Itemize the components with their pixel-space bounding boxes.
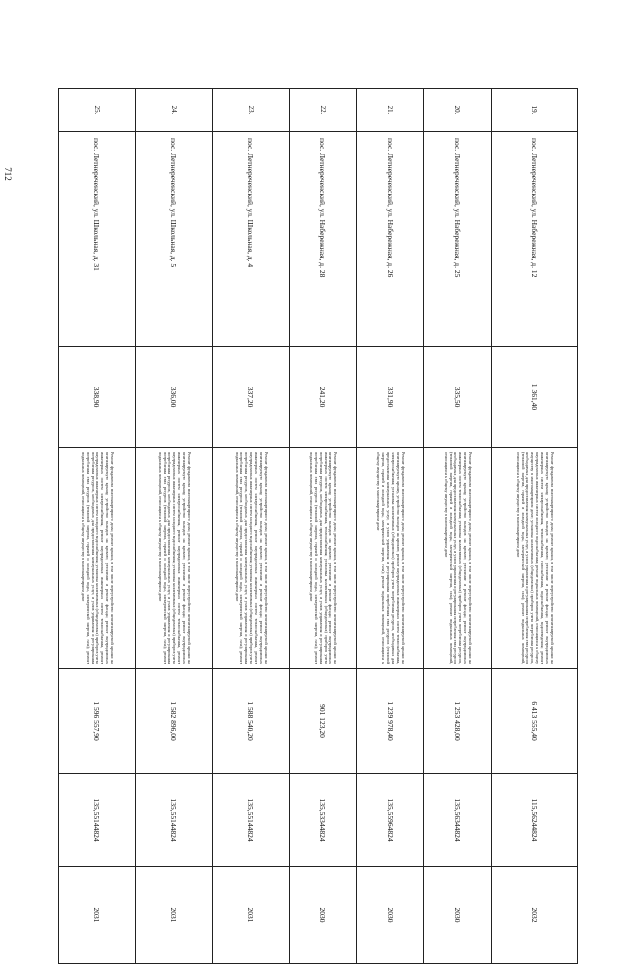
row-number-cell: 25. <box>59 89 136 132</box>
row-number-cell: 24. <box>135 89 212 132</box>
area-cell: 331,90 <box>356 347 423 448</box>
coefficient-cell: 135,55964824 <box>356 774 423 867</box>
cost-cell: 1 582 896,00 <box>135 669 212 774</box>
cost-cell: 1 588 540,20 <box>212 669 289 774</box>
table-row <box>135 89 212 964</box>
row-number-cell: 20. <box>424 89 491 132</box>
table-row <box>356 89 423 964</box>
address-cell: пос. Летнереченский, ул. Школьная, д. 5 <box>135 132 212 347</box>
year-cell: 2030 <box>424 867 491 964</box>
address-cell: пос. Летнереченский, ул. Набережная, д. 26 <box>356 132 423 347</box>
year-cell: 2030 <box>356 867 423 964</box>
program-table-body <box>59 89 578 964</box>
cost-cell: 1 596 557,90 <box>59 669 136 774</box>
works-list-cell: Ремонт фундамента многоквартирного дома; ремонт крыши, в том числе переустройство невентилируемой крыши на вентилируемую крышу, устройство выходов на кровлю; утепление и ремонт фасада; ремонт внутридомовых инженерных систем электроснабжения, ремонт внутридомовых инженерных систем теплоснабжения, ремонт внутридомовых инженерных систем холодного водоснабжения; установка коллективных (общедомовых) приборов учета потребления ресурсов, необходимых для предоставления коммунальных услуг, и узлов управления и регулирования потребления этих ресурсов (тепловой энергии, горячей и холодной воды, электрической энергии, газа); ремонт подвальных помещений, относящихся к общему имуществу в многоквартирном доме <box>135 448 212 669</box>
year-cell: 2031 <box>59 867 136 964</box>
coefficient-cell: 135,53344824 <box>289 774 356 867</box>
address-cell: пос. Летнереченский, ул. Набережная, д. 28 <box>289 132 356 347</box>
works-list-cell: Ремонт фундамента многоквартирного дома; ремонт крыши, в том числе переустройство невентилируемой крыши на вентилируемую крышу, устройство выходов на кровлю; утепление и ремонт фасада; ремонт внутридомовых инженерных систем электроснабжения, ремонт внутридомовых инженерных систем теплоснабжения, ремонт внутридомовых инженерных систем холодного водоснабжения; установка коллективных (общедомовых) приборов учета потребления ресурсов, необходимых для предоставления коммунальных услуг, и узлов управления и регулирования потребления этих ресурсов (тепловой энергии, горячей и холодной воды, электрической энергии, газа); ремонт подвальных помещений, относящихся к общему имуществу в многоквартирном доме <box>212 448 289 669</box>
area-cell: 241,20 <box>289 347 356 448</box>
area-cell: 338,90 <box>59 347 136 448</box>
coefficient-cell: 135,55144824 <box>135 774 212 867</box>
page-number: 712 <box>3 167 13 181</box>
area-cell: 337,20 <box>212 347 289 448</box>
address-cell: пос. Летнереченский, ул. Набережная, д. 25 <box>424 132 491 347</box>
coefficient-cell: 135,56344824 <box>424 774 491 867</box>
table-row <box>289 89 356 964</box>
address-cell: пос. Летнереченский, ул. Школьная, д. 31 <box>59 132 136 347</box>
works-list-cell: Ремонт фундамента многоквартирного дома; ремонт крыши, в том числе переустройство невентилируемой крыши на вентилируемую крышу, устройство выходов на кровлю; утепление и ремонт фасада; ремонт внутридомовых инженерных систем теплоснабжения; установка коллективных (общедомовых) приборов учета потребления ресурсов, необходимых для предоставления коммунальных услуг, и узлов управления и регулирования потребления этих ресурсов (тепловой энергии, горячей и холодной воды, электрической энергии, газа); ремонт подвальных помещений, относящихся к общему имуществу в многоквартирном доме <box>424 448 491 669</box>
address-cell: пос. Летнереченский, ул. Школьная, д. 4 <box>212 132 289 347</box>
table-row <box>491 89 577 964</box>
cost-cell: 1 253 428,00 <box>424 669 491 774</box>
program-table <box>58 88 578 964</box>
cost-cell: 6 413 555,40 <box>491 669 577 774</box>
works-list-cell: Ремонт фундамента многоквартирного дома; ремонт крыши, в том числе переустройство невентилируемой крыши на вентилируемую крышу, устройство выходов на кровлю; утепление и ремонт фасада; ремонт внутридомовых инженерных систем электроснабжения, ремонт внутридомовых инженерных систем теплоснабжения, ремонт внутридомовых инженерных систем холодного водоснабжения; установка коллективных (общедомовых) приборов учета потребления ресурсов, необходимых для предоставления коммунальных услуг, и узлов управления и регулирования потребления этих ресурсов (тепловой энергии, горячей и холодной воды, электрической энергии, газа); ремонт подвальных помещений, относящихся к общему имуществу в многоквартирном доме <box>59 448 136 669</box>
year-cell: 2031 <box>135 867 212 964</box>
cost-cell: 901 123,20 <box>289 669 356 774</box>
row-number-cell: 22. <box>289 89 356 132</box>
row-number-cell: 19. <box>491 89 577 132</box>
area-cell: 336,00 <box>135 347 212 448</box>
row-number-cell: 21. <box>356 89 423 132</box>
address-cell: пос. Летнереченский, ул. Набережная, д. 12 <box>491 132 577 347</box>
works-list-cell: Ремонт фундамента многоквартирного дома; ремонт крыши, в том числе переустройство невентилируемой крыши на вентилируемую крышу, устройство выходов на кровлю; утепление и ремонт фасада; ремонт внутридомовых инженерных систем электроснабжения, теплоснабжения, газоснабжения, водоснабжения, водоотведения; ремонт внутридомовых инженерных систем холодного водоснабжения; ремонт подвальных помещений, относящихся к общему имуществу в многоквартирном доме; установка коллективных (общедомовых) приборов учета потребления ресурсов, необходимых для предоставления коммунальных услуг, и узлов управления и регулирования потребления этих ресурсов (тепловой энергии, горячей и холодной воды, электрической энергии, газа); ремонт подвальных помещений, относящихся к общему имуществу в многоквартирном доме <box>491 448 577 669</box>
coefficient-cell: 135,55144824 <box>212 774 289 867</box>
table-row <box>59 89 136 964</box>
coefficient-cell: 115,56244824 <box>491 774 577 867</box>
cost-cell: 1 239 978,40 <box>356 669 423 774</box>
area-cell: 335,50 <box>424 347 491 448</box>
program-table-container <box>58 88 578 923</box>
works-list-cell: Ремонт фундамента многоквартирного дома; ремонт крыши, в том числе переустройство невентилируемой крыши на вентилируемую крышу, устройство выходов на кровлю; ремонт внутридомовых инженерных систем теплоснабжения, электроснабжения; установка коллективных (общедомовых) приборов учета потребления ресурсов, необходимых для предоставления коммунальных услуг, и узлов управления и регулирования потребления этих ресурсов (тепловой энергии, горячей и холодной воды, электрической энергии, газа); ремонт подвальных помещений, относящихся к общему имуществу в многоквартирном доме <box>356 448 423 669</box>
row-number-cell: 23. <box>212 89 289 132</box>
works-list-cell: Ремонт фундамента многоквартирного дома; ремонт крыши, в том числе переустройство невентилируемой крыши на вентилируемую крышу, устройство выходов на кровлю; утепление и ремонт фасада; ремонт внутридомовых инженерных систем электроснабжения, теплоснабжения; установка коллективных (общедомовых) приборов учета потребления ресурсов, необходимых для предоставления коммунальных услуг, и узлов управления и регулирования потребления этих ресурсов (тепловой энергии, горячей и холодной воды, электрической энергии, газа); ремонт подвальных помещений, относящихся к общему имуществу в многоквартирном доме <box>289 448 356 669</box>
table-row <box>424 89 491 964</box>
year-cell: 2031 <box>212 867 289 964</box>
coefficient-cell: 135,55144824 <box>59 774 136 867</box>
area-cell: 1 361,40 <box>491 347 577 448</box>
table-row <box>212 89 289 964</box>
year-cell: 2032 <box>491 867 577 964</box>
year-cell: 2030 <box>289 867 356 964</box>
